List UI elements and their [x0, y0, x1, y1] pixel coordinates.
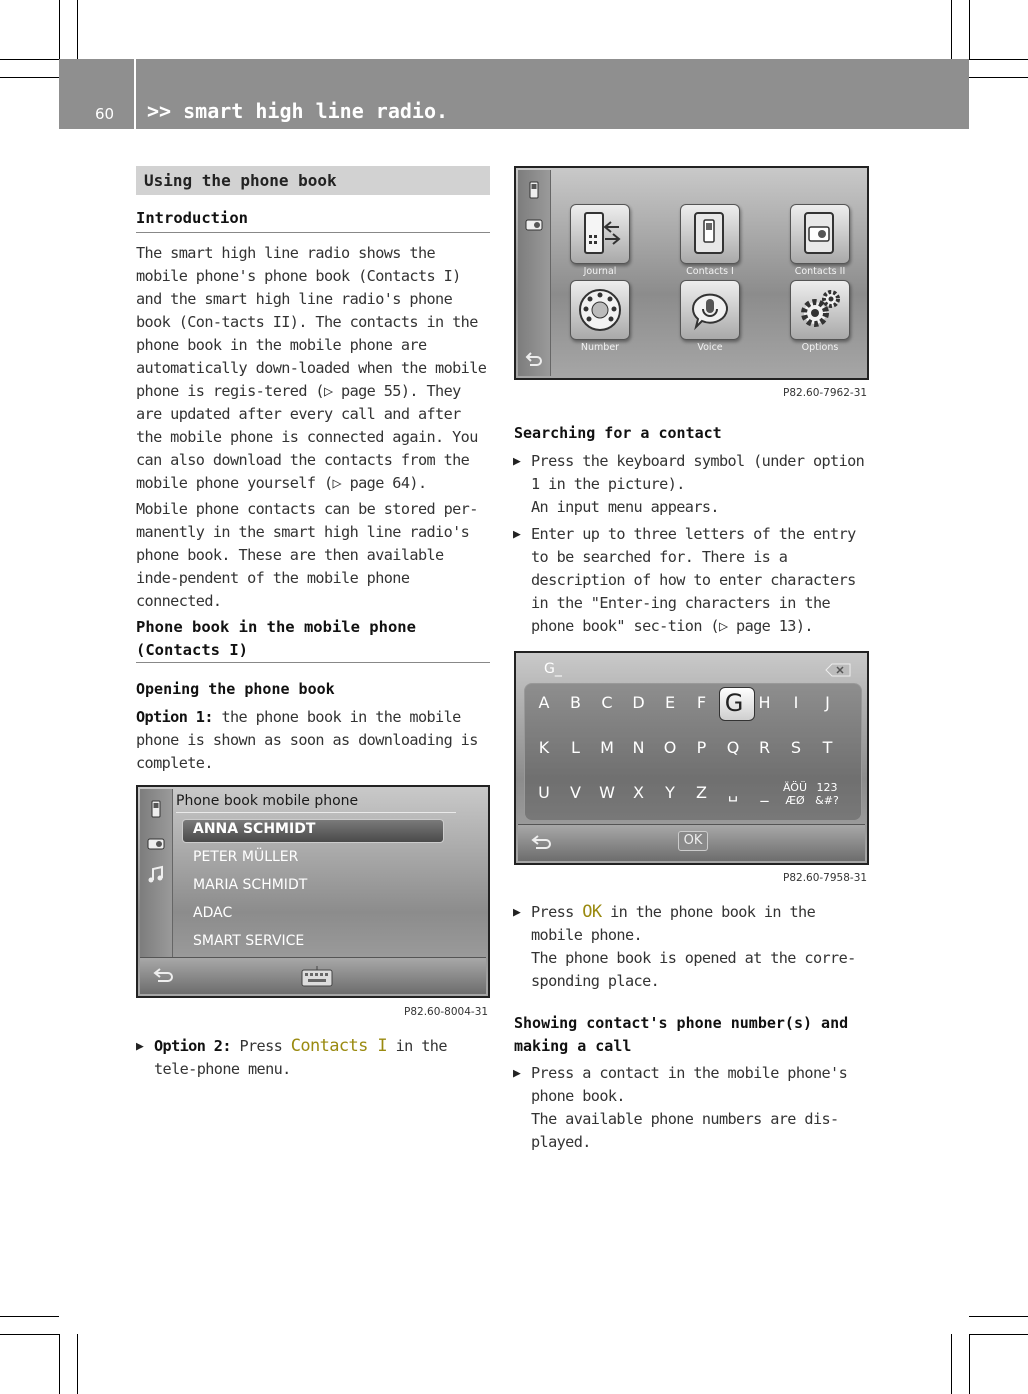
showing-step-result: The available phone numbers are dis-played.: [531, 1110, 839, 1151]
intro-paragraph-2: Mobile phone contacts can be stored per-manently in the smart high line radio's phone book. These are then available inde-pendent of the mobile phone connected.: [136, 500, 478, 610]
tile-label: Journal: [583, 266, 617, 277]
back-arrow-icon[interactable]: [530, 834, 552, 852]
bullet-triangle-icon: ▶: [136, 1039, 144, 1054]
keyboard-key[interactable]: X: [633, 783, 644, 802]
page-header: [59, 59, 969, 129]
crop-mark: [0, 59, 59, 60]
figure-caption: P82.60-7958-31: [783, 872, 868, 884]
screen-bottom-bar: [140, 957, 486, 994]
crop-mark: [0, 1334, 59, 1335]
contact-entry[interactable]: PETER MÜLLER: [193, 849, 299, 865]
mobile-phone-icon: [524, 180, 544, 200]
search-step-1-result: An input menu appears.: [531, 498, 719, 516]
option1-text: the phone book in the mobile phone is shown as soon as downloading is complete.: [136, 708, 478, 772]
figure-caption: P82.60-8004-31: [404, 1006, 489, 1018]
ok-step-result: The phone book is opened at the corre-sponding place.: [531, 949, 856, 990]
voice-tile[interactable]: [680, 280, 740, 340]
option1-label: Option 1:: [136, 708, 213, 726]
page-number: 60: [95, 105, 115, 123]
mobile-phone-icon: [146, 799, 166, 819]
keyboard-key[interactable]: M: [600, 738, 614, 757]
back-arrow-icon[interactable]: [152, 967, 174, 985]
option2-step: [136, 1035, 494, 1081]
contact-entry[interactable]: SMART SERVICE: [193, 933, 305, 949]
tile-label: Options: [801, 342, 839, 353]
showing-step: [513, 1062, 871, 1154]
keyboard-key[interactable]: U: [538, 783, 550, 802]
crop-mark: [0, 1316, 59, 1317]
keyboard-key[interactable]: F: [696, 693, 707, 712]
tile-label: Number: [580, 342, 620, 353]
umlaut-key[interactable]: [780, 781, 810, 807]
bullet-triangle-icon: ▶: [513, 454, 521, 469]
screen-bottom-bar: [518, 824, 865, 861]
option2-text-post: in the tele-phone menu.: [154, 1037, 447, 1078]
radio-icon: [524, 214, 544, 234]
ok-step: [513, 901, 871, 993]
ok-step-pre: Press: [531, 903, 583, 921]
keyboard-key[interactable]: Z: [696, 783, 707, 802]
ok-softkey[interactable]: OK: [582, 902, 602, 922]
keyboard-key[interactable]: O: [663, 738, 677, 757]
keyboard-key[interactable]: Q: [726, 738, 740, 757]
option2-text-pre: Press: [230, 1037, 291, 1055]
back-arrow-icon[interactable]: [524, 350, 544, 370]
crop-mark: [0, 77, 59, 78]
search-step-2-text: Enter up to three letters of the entry to be searched for. There is a description of how to enter characters in the "Enter-ing characters in the phone book" sec-tion (▷ page 13).: [531, 525, 856, 635]
ok-button[interactable]: OK: [678, 831, 708, 851]
figure-caption: P82.60-7962-31: [783, 387, 868, 399]
keyboard-key[interactable]: J: [825, 693, 830, 712]
bullet-triangle-icon: ▶: [513, 527, 521, 542]
contact-entry[interactable]: ADAC: [193, 905, 233, 921]
search-step-1-text: Press the keyboard symbol (under option 1 in the picture).: [531, 452, 865, 493]
crop-mark: [951, 1334, 952, 1394]
keyboard-key[interactable]: P: [696, 738, 707, 757]
keyboard-key[interactable]: S: [790, 738, 802, 757]
crop-mark: [969, 77, 1028, 78]
phonebook-title: Phone book mobile phone: [176, 793, 359, 809]
umlaut-key-top: ÄÖÜ: [782, 781, 808, 794]
keyboard-key[interactable]: W: [599, 783, 615, 802]
keyboard-key[interactable]: ␣: [727, 783, 739, 802]
header-divider: [134, 59, 136, 129]
keyboard-key[interactable]: D: [632, 693, 645, 712]
keyboard-key[interactable]: G: [724, 689, 744, 717]
journal-tile[interactable]: [570, 204, 630, 264]
crop-mark: [969, 59, 1028, 60]
keyboard-key[interactable]: _: [760, 783, 769, 802]
crop-mark: [59, 1334, 60, 1394]
keyboard-key[interactable]: L: [571, 738, 580, 757]
showing-heading: Showing contact's phone number(s) and making a call: [514, 1014, 849, 1055]
crop-mark: [969, 1334, 970, 1394]
crop-mark: [77, 1334, 78, 1394]
crop-mark: [77, 0, 78, 59]
telephone-menu-screenshot: [514, 166, 869, 380]
number-tile[interactable]: [570, 280, 630, 340]
screen-sidebar: [518, 170, 551, 376]
tile-label: Voice: [697, 342, 723, 353]
keyboard-key[interactable]: E: [664, 693, 676, 712]
keyboard-key[interactable]: T: [822, 738, 833, 757]
delete-icon[interactable]: [824, 662, 852, 678]
options-tile[interactable]: [790, 280, 850, 340]
search-input-line: [538, 663, 856, 684]
contacts-phone-book-icon: [681, 205, 739, 263]
numbers-key-bottom: &#?: [815, 794, 839, 807]
search-input[interactable]: G_: [544, 661, 562, 677]
intro-heading: Introduction: [136, 209, 248, 227]
crop-mark: [969, 1334, 1028, 1335]
contacts-i-softkey[interactable]: Contacts I: [290, 1036, 388, 1056]
keyboard-key[interactable]: N: [632, 738, 645, 757]
contact-entry[interactable]: ANNA SCHMIDT: [193, 821, 316, 837]
gear-icon: [791, 281, 849, 339]
search-heading: Searching for a contact: [514, 424, 722, 442]
crop-mark: [969, 1316, 1028, 1317]
music-note-icon: [146, 865, 166, 885]
keyboard-key[interactable]: R: [758, 738, 771, 757]
numbers-symbols-key[interactable]: [812, 781, 842, 807]
chapter-title: >> smart high line radio.: [147, 99, 449, 123]
keyboard-key[interactable]: H: [758, 693, 771, 712]
crop-mark: [969, 0, 970, 59]
dial-icon: [571, 281, 629, 339]
keyboard-key[interactable]: C: [601, 693, 613, 712]
showing-step-text: Press a contact in the mobile phone's phone book.: [531, 1064, 848, 1105]
ok-step-post: in the phone book in the mobile phone.: [531, 903, 816, 944]
umlaut-key-bottom: ÆØ: [785, 794, 805, 807]
tile-label: Contacts I: [686, 266, 734, 277]
bullet-triangle-icon: ▶: [513, 905, 521, 920]
section-title-bar: [136, 166, 490, 195]
heading-rule: [136, 232, 490, 233]
phonebook-screenshot: [136, 785, 490, 998]
radio-icon: [146, 833, 166, 853]
contact-entry[interactable]: MARIA SCHMIDT: [193, 877, 308, 893]
voice-icon: [681, 281, 739, 339]
numbers-key-top: 123: [816, 781, 838, 794]
title-underline: [176, 812, 456, 813]
tile-label: Contacts II: [794, 266, 846, 277]
crop-mark: [59, 0, 60, 59]
section-title: Using the phone book: [144, 171, 337, 190]
keyboard-icon[interactable]: [300, 964, 334, 988]
keyboard-key[interactable]: B: [570, 693, 581, 712]
contacts-i-tile[interactable]: [680, 204, 740, 264]
keyboard-key[interactable]: A: [538, 693, 550, 712]
opening-heading: Opening the phone book: [136, 680, 335, 698]
heading-rule: [136, 662, 490, 663]
keyboard-key[interactable]: Y: [665, 783, 675, 802]
crop-mark: [951, 0, 952, 59]
search-step-2: [513, 523, 871, 638]
keyboard-key[interactable]: V: [570, 783, 581, 802]
journal-icon: [571, 205, 629, 263]
option1-paragraph: [136, 706, 494, 775]
search-step-1: [513, 450, 871, 519]
contacts-radio-book-icon: [791, 205, 849, 263]
option2-label: Option 2:: [154, 1037, 231, 1055]
contacts1-heading: Phone book in the mobile phone (Contacts I): [136, 618, 416, 659]
keyboard-key[interactable]: I: [793, 693, 799, 712]
keyboard-screenshot: [514, 651, 869, 865]
intro-paragraph-1: The smart high line radio shows the mobile phone's phone book (Contacts I) and the smart high line radio's phone book (Con-tacts II). The contacts in the phone book in the mobile phone are automatically down-loaded when the mobile phone is regis-tered (▷ page 55). They are updated after every call and after the mobile phone is connected again. You can also download the contacts from the mobile phone yourself (▷ page 64).: [136, 244, 487, 492]
contacts-ii-tile[interactable]: [790, 204, 850, 264]
bullet-triangle-icon: ▶: [513, 1066, 521, 1081]
keyboard-key[interactable]: K: [538, 738, 550, 757]
